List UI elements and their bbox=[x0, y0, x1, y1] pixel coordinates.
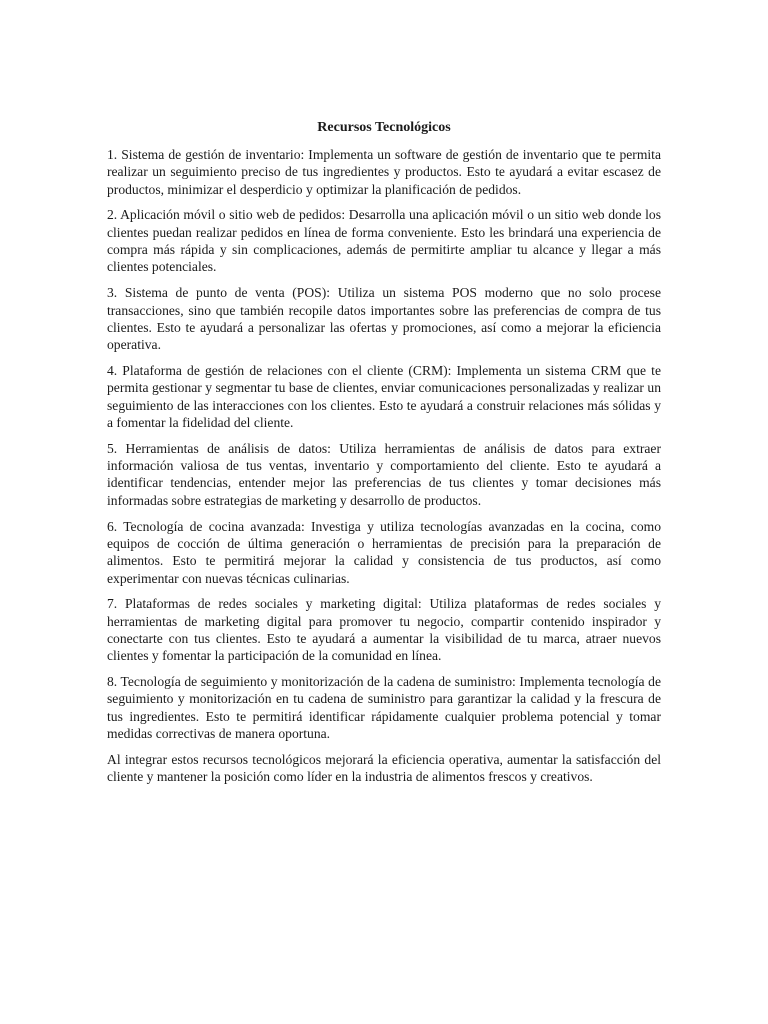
paragraph-mobile-app: 2. Aplicación móvil o sitio web de pedidos: Desarrolla una aplicación móvil o un sitio web donde los clientes puedan realizar pedidos en línea de forma conveniente. Esto les brindará una experiencia de compra más rápida y sin complicaciones, además de permitirte ampliar tu alcance y llegar a más clientes potenciales. bbox=[107, 207, 661, 275]
paragraph-data-analysis: 5. Herramientas de análisis de datos: Utiliza herramientas de análisis de datos para extraer información valiosa de tus ventas, inventario y comportamiento del cliente. Esto te ayudará a identificar tendencias, entender mejor las preferencias de tus clientes y tomar decisiones más informadas sobre estrategias de marketing y desarrollo de productos. bbox=[107, 440, 661, 508]
paragraph-supply-chain-tracking: 8. Tecnología de seguimiento y monitorización de la cadena de suministro: Implementa tecnología de seguimiento y monitorización en tu cadena de suministro para garantizar la calidad y la frescura de tus ingredientes. Esto te permitirá identificar rápidamente cualquier problema potencial y tomar medidas correctivas de manera oportuna. bbox=[107, 674, 661, 742]
paragraph-social-media-marketing: 7. Plataformas de redes sociales y marketing digital: Utiliza plataformas de redes sociales y herramientas de marketing digital para promover tu negocio, compartir contenido inspirador y conectarte con tus clientes. Esto te ayudará a aumentar la visibilidad de tu marca, atraer nuevos clientes y fomentar la participación de la comunidad en línea. bbox=[107, 596, 661, 664]
paragraph-crm-platform: 4. Plataforma de gestión de relaciones con el cliente (CRM): Implementa un sistema CRM que te permita gestionar y segmentar tu base de clientes, enviar comunicaciones personalizadas y realizar un seguimiento de las interacciones con los clientes. Esto te ayudará a construir relaciones más sólidas y a fomentar la fidelidad del cliente. bbox=[107, 363, 661, 430]
paragraph-inventory-system: 1. Sistema de gestión de inventario: Implementa un software de gestión de inventario que te permita realizar un seguimiento preciso de tus ingredientes y productos. Esto te ayudará a evitar escasez de productos, minimizar el desperdicio y optimizar la planificación de pedidos. bbox=[107, 147, 661, 197]
document-title: Recursos Tecnológicos bbox=[317, 120, 451, 135]
paragraph-kitchen-technology: 6. Tecnología de cocina avanzada: Investiga y utiliza tecnologías avanzadas en la cocina, como equipos de cocción de última generación o herramientas de precisión para la preparación de alimentos. Esto te permitirá mejorar la calidad y consistencia de tus productos, así como experimentar con nuevas técnicas culinarias. bbox=[107, 518, 661, 586]
paragraph-conclusion: Al integrar estos recursos tecnológicos mejorará la eficiencia operativa, aumentar la satisfacción del cliente y mantener la posición como líder en la industria de alimentos frescos y creativos. bbox=[107, 751, 661, 785]
paragraph-pos-system: 3. Sistema de punto de venta (POS): Utiliza un sistema POS moderno que no solo procese transacciones, sino que también recopile datos importantes sobre las preferencias de compra de tus clientes. Esto te ayudará a personalizar las ofertas y promociones, así como a mejorar la eficiencia operativa. bbox=[107, 285, 661, 353]
